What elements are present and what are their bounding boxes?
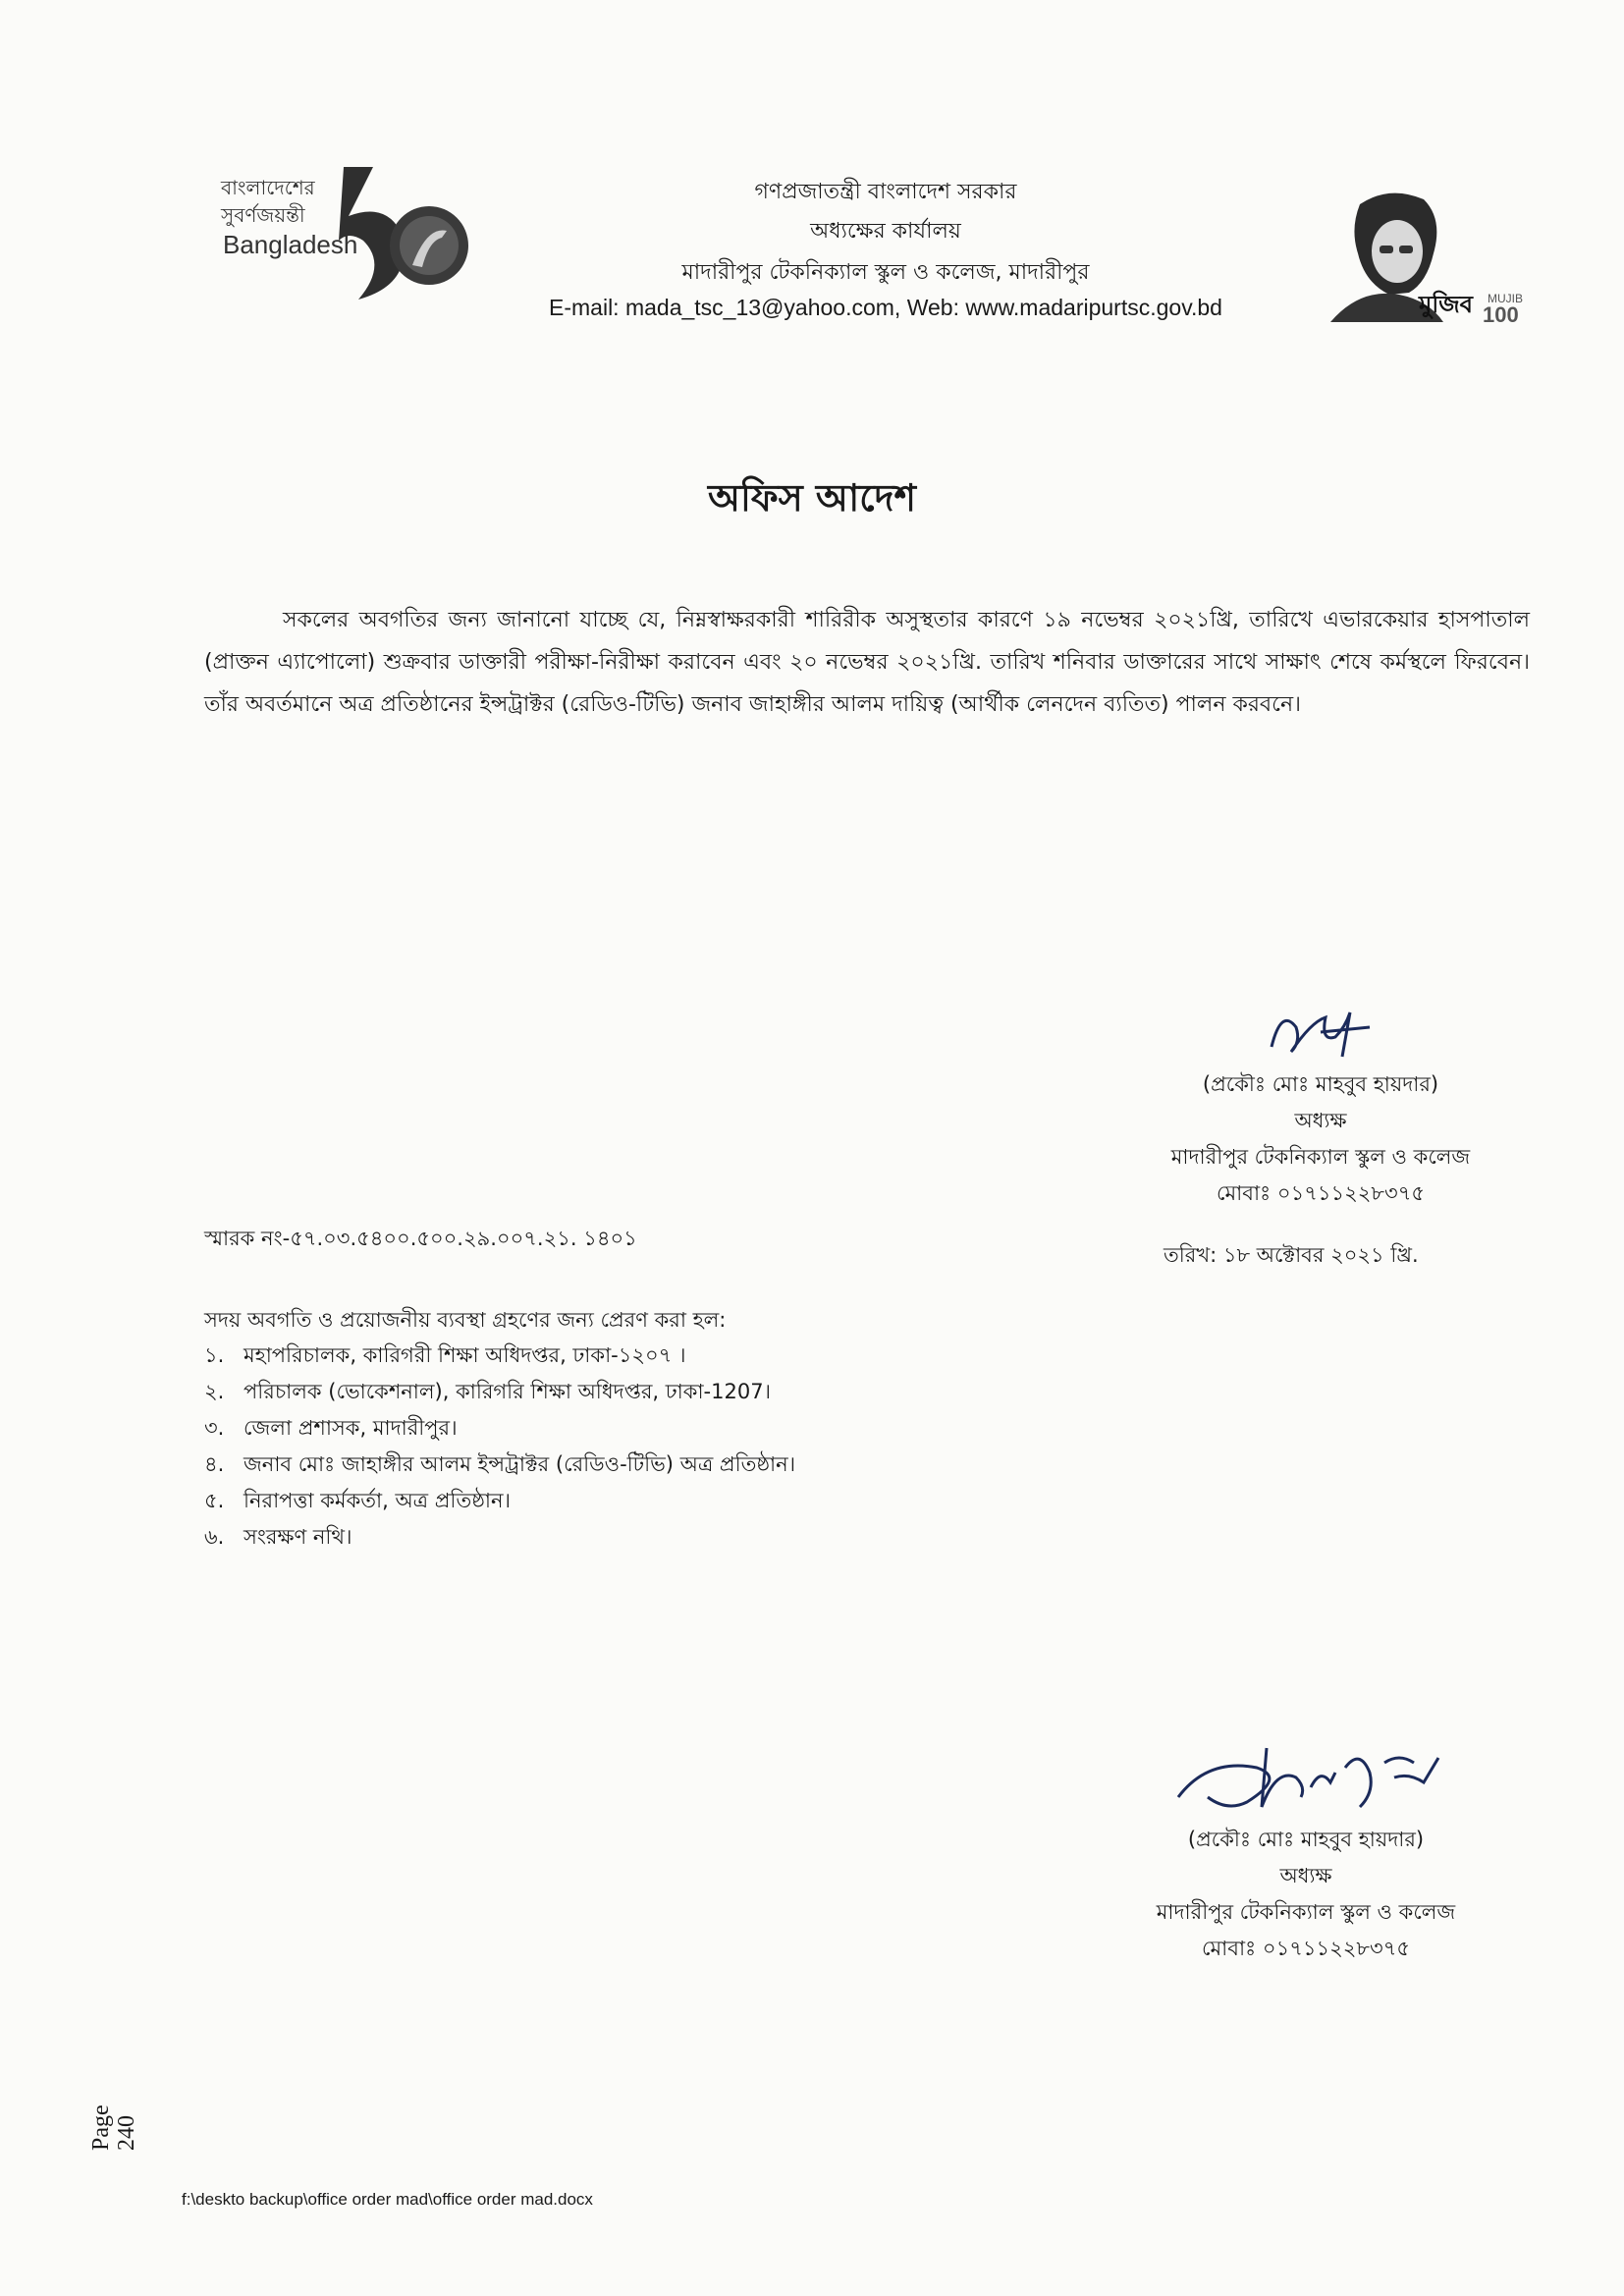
- signatory-mobile: মোবাঃ ০১৭১১২২৮৩৭৫: [1202, 1937, 1410, 1960]
- svg-text:মুজিব: মুজিব: [1419, 291, 1474, 318]
- signature-mark: [1149, 1738, 1463, 1822]
- signatory-designation: অধ্যক্ষ: [1279, 1864, 1332, 1887]
- signatory-name: (প্রকৌঃ মোঃ মাহবুব হায়দার): [1202, 1072, 1439, 1096]
- item-text: সংরক্ষণ নথি।: [244, 1525, 352, 1549]
- memo-number: স্মারক নং-৫৭.০৩.৫৪০০.৫০০.২৯.০০৭.২১. ১৪০১: [204, 1227, 637, 1250]
- office-name: অধ্যক্ষের কার্যালয়: [810, 219, 961, 244]
- svg-text:MUJIB: MUJIB: [1488, 292, 1523, 305]
- distribution-list: [204, 1338, 795, 1556]
- item-text: জেলা প্রশাসক, মাদারীপুর।: [244, 1416, 458, 1440]
- list-item: [204, 1519, 795, 1556]
- institution-name: মাদারীপুর টেকনিক্যাল স্কুল ও কলেজ, মাদারীপুর: [681, 260, 1090, 285]
- item-number: ৪.: [204, 1452, 225, 1476]
- svg-text:100: 100: [1483, 302, 1519, 327]
- document-title: অফিস আদেশ: [708, 476, 916, 519]
- svg-text:বাংলাদেশের: বাংলাদেশের: [221, 176, 315, 199]
- item-number: ৫.: [204, 1489, 225, 1512]
- government-name: গণপ্রজাতন্ত্রী বাংলাদেশ সরকার: [754, 180, 1017, 204]
- list-item: [204, 1338, 795, 1374]
- item-number: ২.: [204, 1380, 225, 1403]
- page-word: Page: [88, 2105, 114, 2151]
- order-body: সকলের অবগতির জন্য জানানো যাচ্ছে যে, নিম্নস্বাক্ষরকারী শারিরীক অসুস্থতার কারণে ১৯ নভেম্বর ২০২১খ্রি, তারিখে এভারকেয়ার হাসপাতাল (প্রাক্তন এ্যাপোলো) শুক্রবার ডাক্তারী পরীক্ষা-নিরীক্ষা করাবেন এবং ২০ নভেম্বর ২০২১খ্রি. তারিখ শনিবার ডাক্তারের সাথে সাক্ষাৎ শেষে কর্মস্থলে ফিরবেন। তাঁর অবর্তমানে অত্র প্রতিষ্ঠানের ইন্সট্রাক্টর (রেডিও-টিভি) জনাব জাহাঙ্গীর আলম দায়িত্ব (আর্থীক লেনদেন ব্যতিত) পালন করবনে।: [204, 608, 1530, 717]
- signature-block: [1110, 998, 1532, 1212]
- item-text: মহাপরিচালক, কারিগরী শিক্ষা অধিদপ্তর, ঢাকা-১২০৭ ।: [244, 1343, 686, 1367]
- list-item: [204, 1483, 795, 1519]
- file-path: f:\deskto backup\office order mad\office order mad.docx: [182, 2190, 593, 2209]
- item-text: পরিচালক (ভোকেশনাল), কারিগরি শিক্ষা অধিদপ্তর, ঢাকা-1207।: [244, 1380, 772, 1403]
- mujib-100-logo: [1321, 185, 1523, 332]
- list-item: [204, 1447, 795, 1483]
- svg-text:সুবর্ণজয়ন্তী: সুবর্ণজয়ন্তী: [221, 203, 305, 227]
- list-item: [204, 1410, 795, 1447]
- page-label: [88, 2062, 139, 2151]
- item-text: নিরাপত্তা কর্মকর্তা, অত্র প্রতিষ্ঠান।: [244, 1489, 512, 1512]
- signatory-institution: মাদারীপুর টেকনিক্যাল স্কুল ও কলেজ: [1156, 1900, 1456, 1924]
- signature-block: [1090, 1738, 1522, 1967]
- signatory-institution: মাদারীপুর টেকনিক্যাল স্কুল ও কলেজ: [1170, 1145, 1471, 1169]
- signature-mark: [1252, 998, 1389, 1066]
- item-number: ৩.: [204, 1416, 225, 1440]
- distribution-heading: সদয় অবগতি ও প্রয়োজনীয় ব্যবস্থা গ্রহণের জন্য প্রেরণ করা হল:: [204, 1308, 727, 1332]
- svg-text:Bangladesh: Bangladesh: [223, 230, 358, 259]
- signatory-designation: অধ্যক্ষ: [1294, 1109, 1347, 1132]
- item-number: ৬.: [204, 1525, 225, 1549]
- contact-line: E-mail: mada_tsc_13@yahoo.com, Web: www.madaripurtsc.gov.bd: [549, 295, 1222, 320]
- signatory-mobile: মোবাঃ ০১৭১১২২৮৩৭৫: [1217, 1181, 1425, 1205]
- item-number: ১.: [204, 1343, 225, 1367]
- list-item: [204, 1374, 795, 1410]
- memo-date: তরিখ: ১৮ অক্টোবর ২০২১ খ্রি.: [1164, 1243, 1419, 1267]
- signatory-name: (প্রকৌঃ মোঃ মাহবুব হায়দার): [1187, 1828, 1425, 1851]
- item-text: জনাব মোঃ জাহাঙ্গীর আলম ইন্সট্রাক্টর (রেডিও-টিভি) অত্র প্রতিষ্ঠান।: [244, 1452, 796, 1476]
- page-number: 240: [114, 2115, 139, 2151]
